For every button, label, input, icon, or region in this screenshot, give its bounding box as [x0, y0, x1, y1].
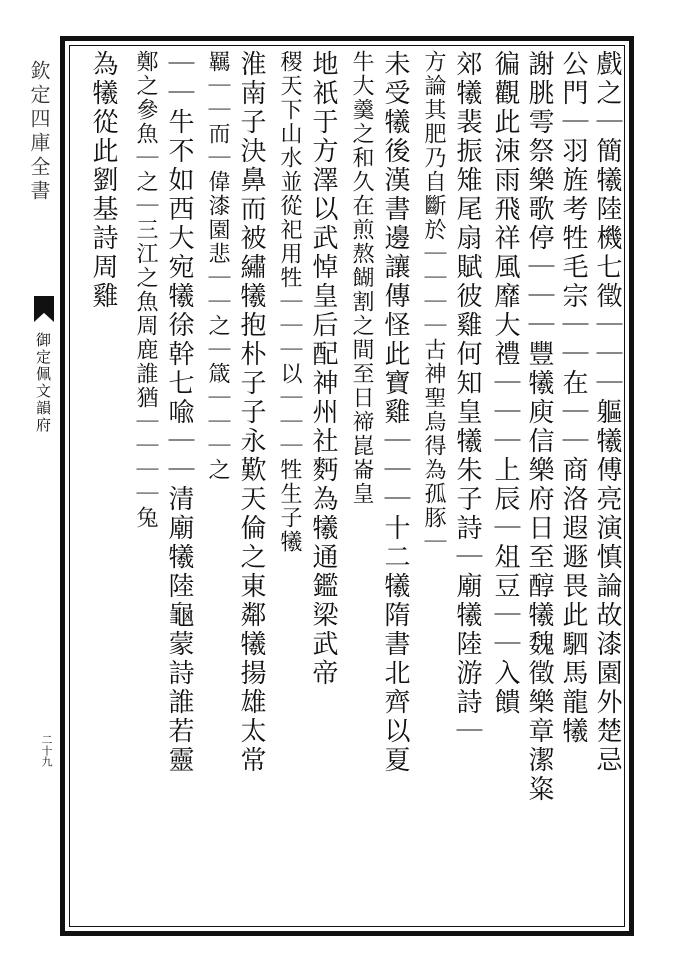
text-column-7: 未受犧後漢書邊讓傳怪此寶雞｜｜｜十二犧隋書北齊以夏 — [380, 50, 410, 775]
fishtail-mark — [34, 296, 54, 322]
text-column-1: 戲之｜簡犧陸機七徵｜｜｜軀犧傅亮演慎論故漆園外楚忌 — [592, 50, 622, 775]
text-column-10: 稷天下山水並從祀用牲｜｜｜以｜｜｜牲生子犧 — [277, 50, 302, 554]
text-column-5: 郊犧裴振雉尾扇賦彼雞何知皇犧朱子詩｜廟犧陸游詩｜ — [452, 50, 482, 746]
page-number: 二十九 — [40, 734, 53, 767]
text-column-2: 公門｜羽旌考牲毛宗｜｜在｜｜商洛遐遯畏此駟馬龍犧 — [558, 50, 588, 746]
text-column-15: 為犧從此劉基詩周雞 — [88, 50, 118, 311]
text-column-3: 謝朓雩祭樂歌停｜｜｜豐犧庾信樂府日至醇犧魏徵樂章潔粢 — [524, 50, 554, 804]
book-title: 欽定四庫全書 — [27, 60, 51, 204]
text-column-6: 方論其肥乃自斷於｜｜｜｜古神聖烏得為孤豚｜ — [421, 50, 446, 554]
text-column-13: ｜｜牛不如西大宛犧徐幹七喩｜｜清廟犧陸龜蒙詩誰若靈 — [164, 50, 194, 775]
text-column-9: 地祇于方澤以武悼皇后配神州社麪為犧通鑑梁武帝 — [308, 50, 338, 688]
page-margin — [0, 0, 60, 974]
text-column-4: 徧觀此涑雨飛祥風靡大禮｜｜｜上辰｜俎豆｜｜入饋 — [490, 50, 520, 717]
text-column-8: 牛大羹之和久在煎熬餬割之間至日禘崑崙皇 — [349, 50, 374, 506]
text-column-11: 淮南子決鼻而被繡犧抱朴子子永歎天倫之東鄰犧揚雄太常 — [236, 50, 266, 775]
sub-title: 御定佩文韻府 — [34, 332, 52, 434]
text-column-12: 羈｜｜而｜偉漆園悲｜｜之｜箴｜｜｜之 — [205, 50, 230, 482]
text-column-14: 鄭之參魚｜之｜三江之魚周鹿誰猶｜｜｜｜兔 — [133, 50, 158, 530]
